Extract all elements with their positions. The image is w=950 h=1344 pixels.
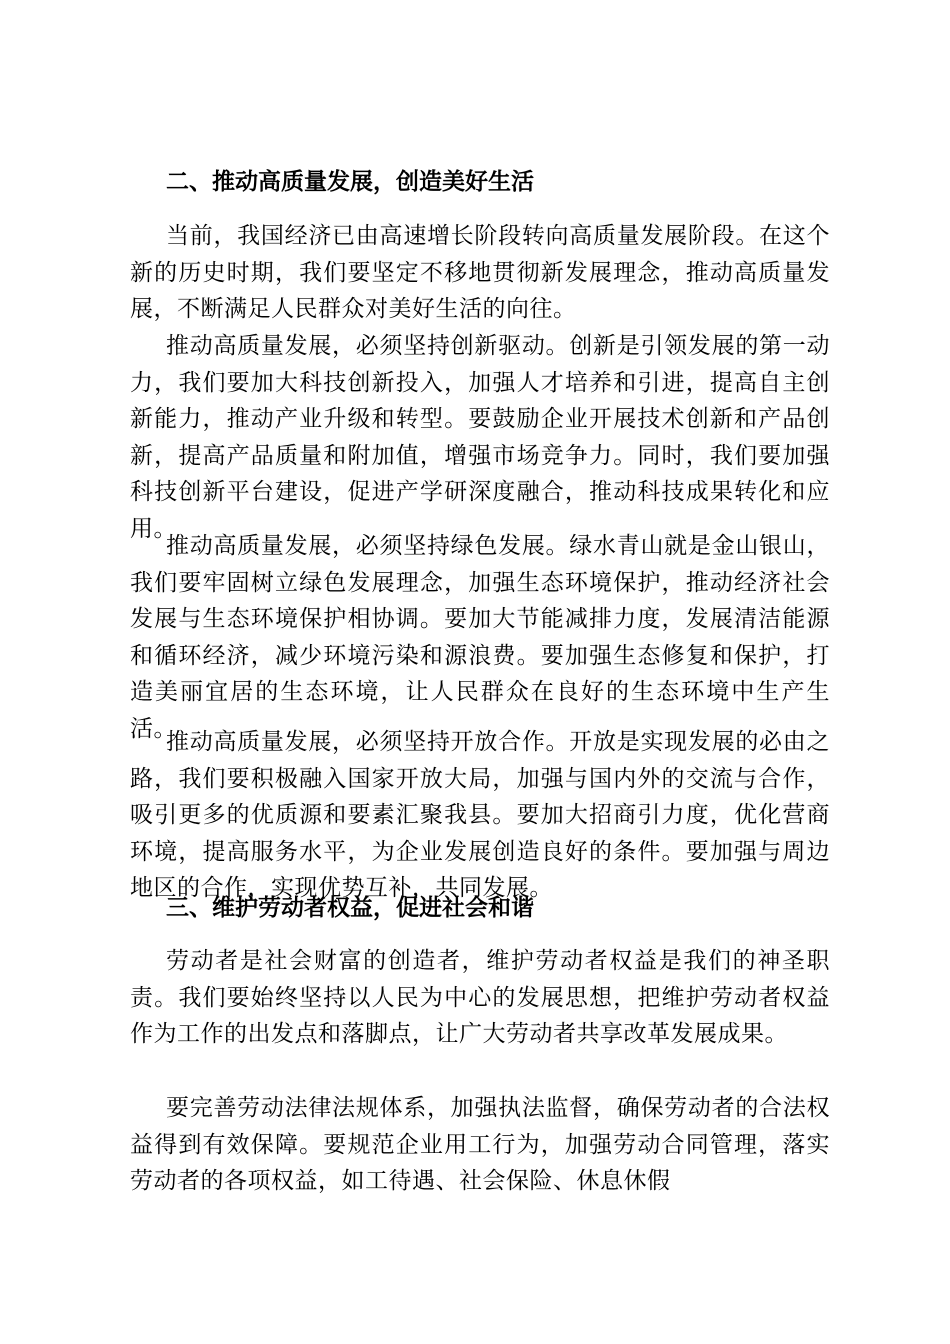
section-heading-2: 二、推动高质量发展，创造美好生活 [166,169,534,195]
section-heading-3: 三、维护劳动者权益，促进社会和谐 [166,895,534,921]
paragraph-open-cooperation: 推动高质量发展，必须坚持开放合作。开放是实现发展的必由之路，我们要积极融入国家开放大局，加强与国内外的交流与合作，吸引更多的优质源和要素汇聚我县。要加大招商引力度，优化营商环境，提高服务水平，为企业发展创造良好的条件。要加强与周边地区的合作，实现优势互补，共同发展。 [130,729,830,901]
paragraph-labor-law: 要完善劳动法律法规体系，加强执法监督，确保劳动者的合法权益得到有效保障。要规范企业用工行为，加强劳动合同管理，落实劳动者的各项权益，如工待遇、社会保险、休息休假 [130,1095,830,1194]
paragraph-intro: 当前，我国经济已由高速增长阶段转向高质量发展阶段。在这个新的历史时期，我们要坚定不移地贯彻新发展理念，推动高质量发展，不断满足人民群众对美好生活的向往。 [130,223,830,322]
paragraph-innovation: 推动高质量发展，必须坚持创新驱动。创新是引领发展的第一动力，我们要加大科技创新投入，加强人才培养和引进，提高自主创新能力，推动产业升级和转型。要鼓励企业开展技术创新和产品创新，提高产品质量和附加值，增强市场竞争力。同时，我们要加强科技创新平台建设，促进产学研深度融合，推动科技成果转化和应用。 [130,333,830,542]
paragraph-worker-rights: 劳动者是社会财富的创造者，维护劳动者权益是我们的神圣职责。我们要始终坚持以人民为中心的发展思想，把维护劳动者权益作为工作的出发点和落脚点，让广大劳动者共享改革发展成果。 [130,948,830,1047]
paragraph-green-development: 推动高质量发展，必须坚持绿色发展。绿水青山就是金山银山，我们要牢固树立绿色发展理念，加强生态环境保护，推动经济社会发展与生态环境保护相协调。要加大节能减排力度，发展清洁能源和循环经济，减少环境污染和源浪费。要加强生态修复和保护，打造美丽宜居的生态环境，让人民群众在良好的生态环境中生产生活。 [130,533,830,742]
